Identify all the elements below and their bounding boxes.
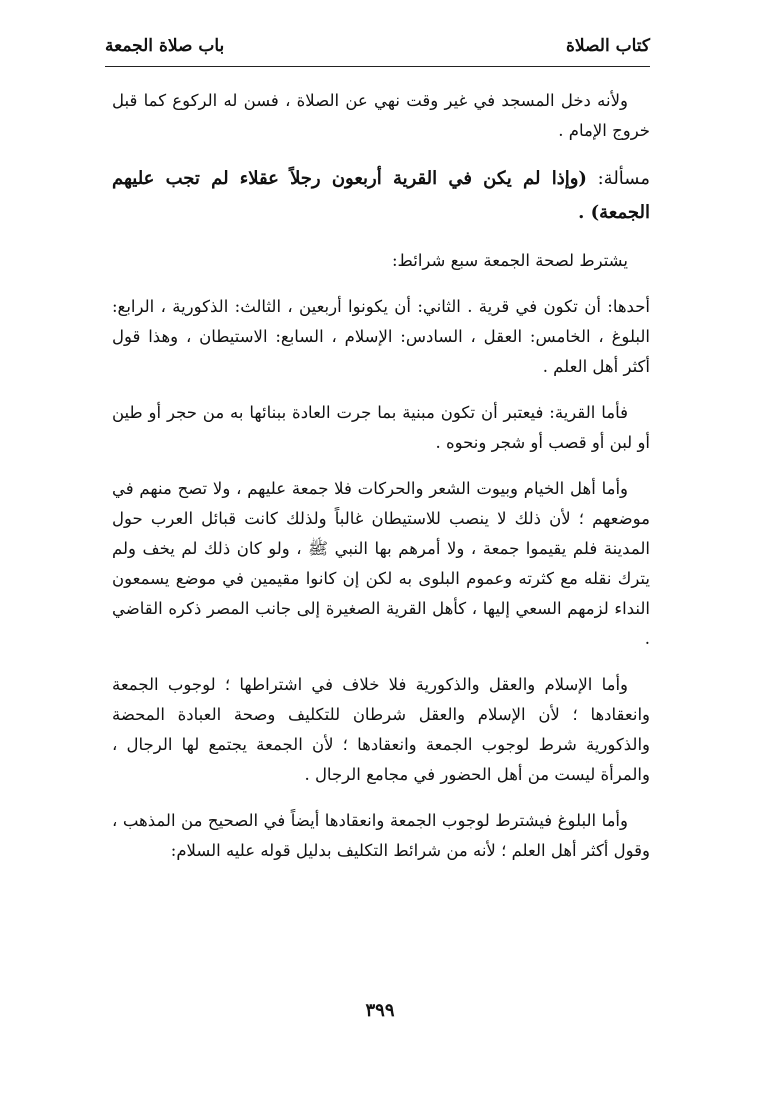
masala-label: مسألة: [586, 168, 650, 189]
paragraph-2: يشترط لصحة الجمعة سبع شرائط: [392, 251, 628, 270]
masala-heading [112, 162, 650, 230]
paragraph-1: ولأنه دخل المسجد في غير وقت نهي عن الصلاة ، فسن له الركوع كما قبل خروج الإمام . [112, 91, 650, 140]
page-body [112, 86, 650, 882]
page-number: ٣٩٩ [365, 1000, 395, 1021]
chapter-title: باب صلاة الجمعة [105, 36, 225, 56]
running-header [105, 36, 650, 64]
paragraph-6: وأما الإسلام والعقل والذكورية فلا خلاف في اشتراطها ؛ لوجوب الجمعة وانعقادها ؛ لأن الإسلام والعقل شرطان للتكليف وصحة العبادة المحضة والذكورية شرط لوجوب الجمعة وانعقادها ؛ لأن الجمعة يجتمع لها الرجال ، والمرأة ليست من أهل الحضور في مجامع الرجال . [112, 675, 650, 784]
paragraph-7: وأما البلوغ فيشترط لوجوب الجمعة وانعقادها أيضاً في الصحيح من المذهب ، وقول أكثر أهل العلم ؛ لأنه من شرائط التكليف بدليل قوله عليه السلام: [112, 811, 650, 860]
paragraph-5: وأما أهل الخيام وبيوت الشعر والحركات فلا جمعة عليهم ، ولا تصح منهم في موضعهم ؛ لأن ذلك لا ينصب للاستيطان غالباً ولذلك كانت قبائل العرب حول المدينة فلم يقيموا جمعة ، ولا أمرهم بها النبي ﷺ ، ولو كان ذلك لم يخف ولم يترك نقله مع كثرته وعموم البلوى به لكن إن كانوا مقيمين في موضع يسمعون النداء لزمهم السعي إليها ، كأهل القرية الصغيرة إلى جانب المصر ذكره القاضي . [112, 479, 650, 648]
masala-text: (وإذا لم يكن في القرية أربعون رجلاً عقلاء لم تجب عليهم الجمعة) . [112, 168, 650, 223]
header-divider [105, 66, 650, 67]
book-title: كتاب الصلاة [565, 36, 650, 56]
paragraph-4: فأما القرية: فيعتبر أن تكون مبنية بما جرت العادة ببنائها به من حجر أو طين أو لبن أو قصب أو شجر ونحوه . [112, 403, 650, 452]
paragraph-3: أحدها: أن تكون في قرية . الثاني: أن يكونوا أربعين ، الثالث: الذكورية ، الرابع: البلوغ ، الخامس: العقل ، السادس: الإسلام ، السابع: الاستيطان ، وهذا قول أكثر أهل العلم . [112, 297, 650, 376]
